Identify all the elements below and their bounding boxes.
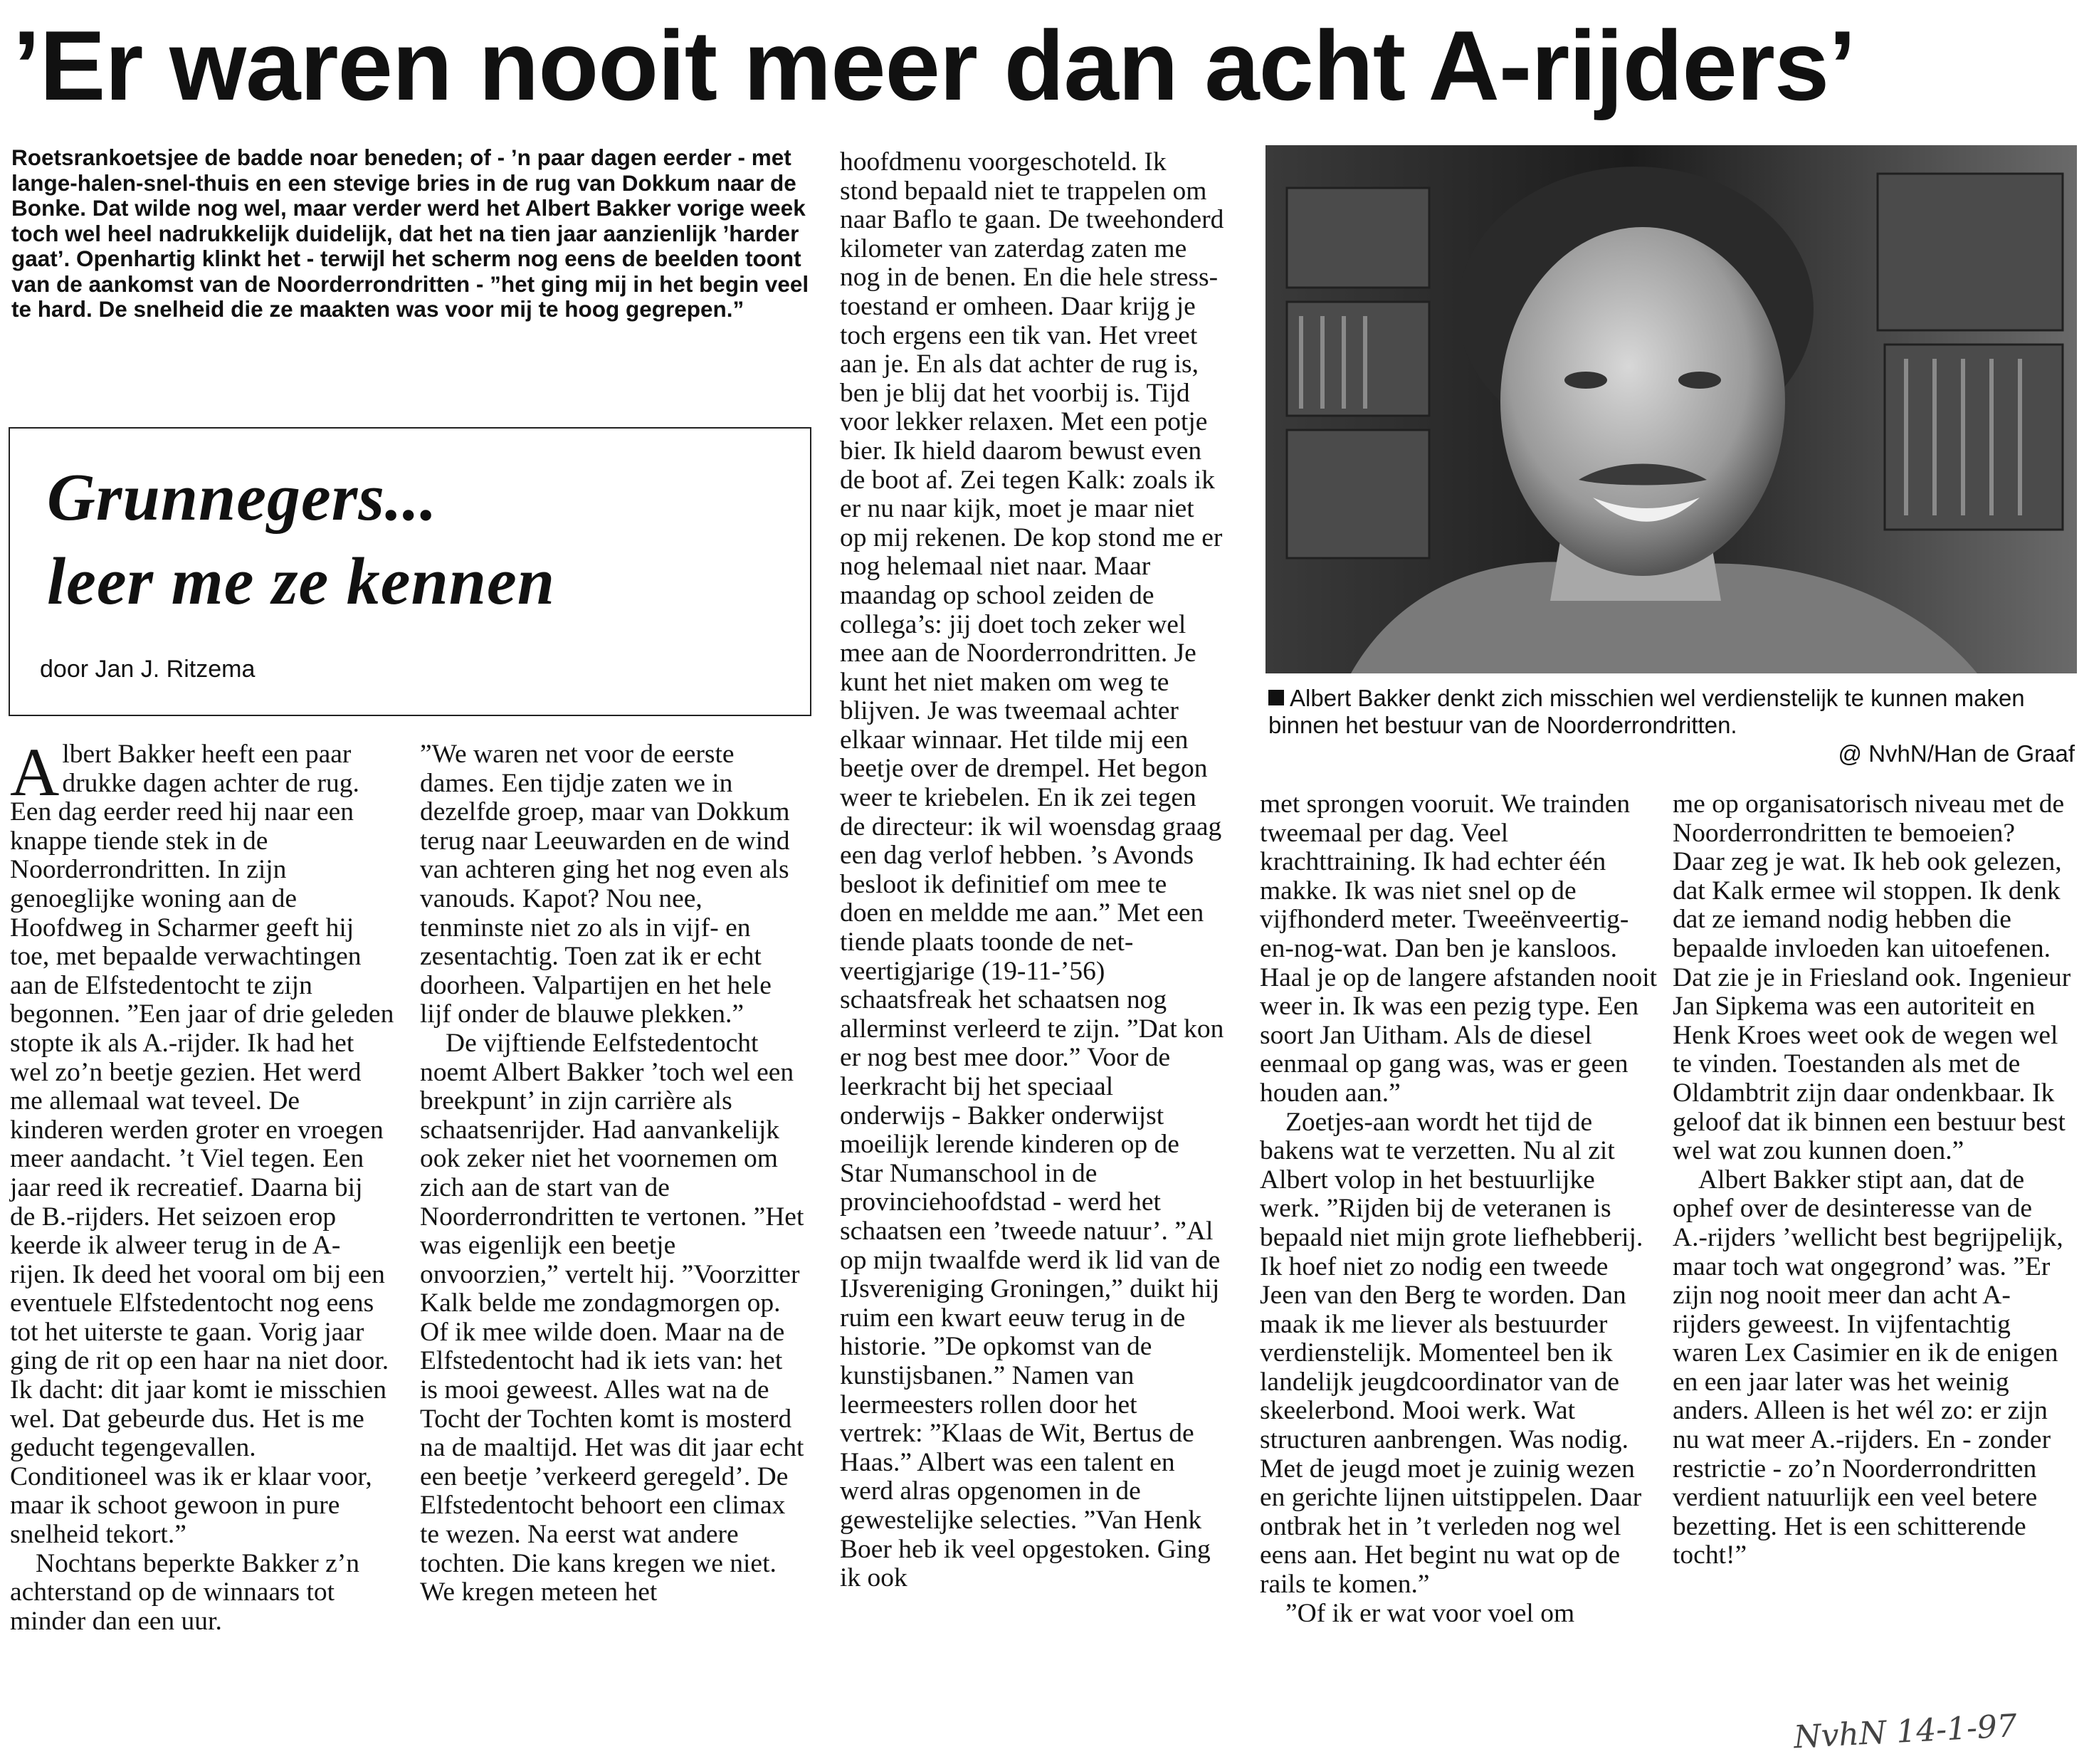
column-title-line-1: Grunnegers...: [47, 461, 438, 535]
portrait-image: [1265, 145, 2077, 673]
drop-cap: A: [10, 734, 60, 810]
intro-paragraph: Roetsrankoetsjee de badde noar beneden; of - ’n paar dagen eerder - met lange-halen-snel-thuis en een stevige bries in de rug van Dokkum naar de Bonke. Dat wilde nog wel, maar verder werd het Albert Bakker vorige week toch wel heel nadrukkelijk duidelijk, dat het na tien jaar aanzienlijk ’harder gaat’. Openhartig klinkt het - terwijl het scherm nog eens de beelden toont van de aankomst van de Noorderrondritten - ”het ging mij in het begin veel te hard. De snelheid die ze maakten was voor mij te hoog gegrepen.”: [11, 145, 809, 322]
handwriting-image: [1787, 1703, 2029, 1760]
article-column-4: [1260, 790, 1658, 1716]
column-header-box: [9, 427, 811, 716]
article-column-1: [10, 734, 394, 1716]
column-title-line-2: leer me ze kennen: [47, 545, 556, 619]
byline: door Jan J. Ritzema: [40, 656, 256, 683]
portrait-photo: [1265, 145, 2077, 673]
paragraph: Nochtans beperkte Bakker z’n achterstand op de winnaars tot minder dan een uur.: [10, 1548, 360, 1636]
paragraph-text: lbert Bakker heeft een paar drukke dagen achter de rug. Een dag eerder reed hij naar een knappe tiende stek in de Noorderrondritten. In zijn genoeglijke woning aan de Hoofdweg in Scharmer geeft hij toe, met bepaalde verwachtingen aan de Elfstedentocht te zijn begonnen. ”Een jaar of drie geleden stopte ik als A.-rijder. Ik had het wel zo’n beetje gezien. Het werd me allemaal wat teveel. De kinderen werden groter en vroegen meer aandacht. ’t Viel tegen. Een jaar reed ik recreatief. Daarna bij de B.-rijders. Het seizoen erop keerde ik alweer terug in de A-rijen. Ik deed het vooral om bij een eventuele Elfstedentocht nog eens tot het uiterste te gaan. Vorig jaar ging de rit op een haar na niet door. Ik dacht: dit jaar komt ie misschien wel. Dat gebeurde dus. Het is me geducht tegengevallen. Conditioneel was ik er klaar voor, maar ik schoot gewoon in pure snelheid tekort.”: [10, 740, 394, 1550]
handwritten-date-note: [1787, 1703, 2029, 1760]
column-title: [47, 456, 801, 624]
headline: ’Er waren nooit meer dan acht A-rijders’: [13, 11, 1856, 121]
article-column-5: [1673, 790, 2071, 1716]
caption-bullet-icon: [1268, 690, 1284, 705]
paragraph: ”We waren net voor de eerste dames. Een tijdje zaten we in dezelfde groep, maar van Dokkum terug naar Leeuwarden en de wind van achteren ging het nog even als vanouds. Kapot? Nou nee, tenminste niet zo als in vijf- en zesentachtig. Toen zat ik er echt doorheen. Valpartijen en het hele lijf onder de blauwe plekken.”: [420, 740, 790, 1029]
paragraph: ”Of ik er wat voor voel om: [1285, 1598, 1575, 1628]
photo-credit: @ NvhN/Han de Graaf: [1838, 740, 2075, 767]
paragraph: Albert Bakker stipt aan, dat de ophef over de desinteresse van de A.-rijders ’wellicht best begrijpelijk, maar toch wat ongegrond’ was. ”Er zijn nog nooit meer dan acht A-rijders geweest. In vijfentachtig waren Lex Casimier en ik de enigen en een jaar later was het weinig anders. Alleen is het wél zo: er zijn nu wat meer A.-rijders. En - zonder restrictie - zo’n Noorderrondritten verdient natuurlijk een veel betere bezetting. Het is een schitterende tocht!”: [1673, 1165, 2063, 1570]
paragraph: met sprongen vooruit. We trainden tweemaal per dag. Veel krachttraining. Ik had echter één makke. Ik was niet snel op de vijfhonderd meter. Tweeënveertig-en-nog-wat. Dan ben je kansloos. Haal je op de langere afstanden nooit weer in. Ik was een pezig type. Een soort Jan Uitham. Als de diesel eenmaal op gang was, was er geen houden aan.”: [1260, 789, 1658, 1108]
paragraph: hoofdmenu voorgeschoteld. Ik stond bepaald niet te trappelen om naar Baflo te gaan. De tweehonderd kilometer van zaterdag zaten me nog in de benen. En die hele stress-toestand er omheen. Daar krijg je toch ergens een tik van. Het vreet aan je. En als dat achter de rug is, ben je blij dat het voorbij is. Tijd voor lekker relaxen. Met een potje bier. Ik hield daarom bewust even de boot af. Zei tegen Kalk: zoals ik er nu naar kijk, moet je maar niet op mij rekenen. De kop stond me er nog helemaal niet naar. Maar maandag op school zeiden de collega’s: jij doet toch zeker wel mee aan de Noorderrondritten. Je kunt het niet maken om weg te blijven. Je was tweemaal achter elkaar winnaar. Het tilde mij een beetje over de drempel. Het begon weer te kriebelen. En ik zei tegen de directeur: ik wil woensdag graag een dag verlof hebben. ’s Avonds besloot ik definitief om mee te doen en meldde me aan.” Met een tiende plaats toonde de net-veertigjarige (19-11-’56) schaatsfreak het schaatsen nog allerminst verleerd te zijn. ”Dat kon er nog best mee door.” Voor de leerkracht bij het speciaal onderwijs - Bakker onderwijst moeilijk lerende kinderen op de Star Numanschool in de provinciehoofdstad - werd het schaatsen een ’tweede natuur’. ”Al op mijn twaalfde werd ik lid van de IJsvereniging Groningen,” duikt hij ruim een kwart eeuw terug in de historie. ”De opkomst van de kunstijsbanen.” Namen van leermeesters rollen door het vertrek: ”Klaas de Wit, Bertus de Haas.” Albert was een talent en werd alras opgenomen in de gewestelijke selecties. ”Van Henk Boer heb ik veel opgestoken. Ging ik ook: [840, 147, 1224, 1593]
paragraph: Zoetjes-aan wordt het tijd de bakens wat te verzetten. Nu al zit Albert volop in het bestuurlijke werk. ”Rijden bij de veteranen is bepaald niet mijn grote liefhebberij. Ik hoef niet zo nodig een tweede Jeen van den Berg te worden. Dan maak ik me liever als bestuurder verdienstelijk. Momenteel ben ik landelijk jeugdcoordinator van de skeelerbond. Mooi werk. Wat structuren aanbrengen. Was nodig. Met de jeugd moet je zuinig wezen en gerichte lijnen uitstippelen. Daar ontbrak het in ’t verleden nog wel eens aan. Het begint nu wat op de rails te komen.”: [1260, 1107, 1643, 1600]
paragraph: [10, 734, 394, 1550]
article-column-2: [420, 740, 804, 1716]
paragraph: me op organisatorisch niveau met de Noorderrondritten te bemoeien? Daar zeg je wat. Ik heb ook gelezen, dat Kalk ermee wil stoppen. Ik denk dat ze iemand nodig hebben die bepaalde invloeden kan uitoefenen. Dat zie je in Friesland ook. Ingenieur Jan Sipkema was een autoriteit en Henk Kroes weet ook de wegen wel te vinden. Toestanden als met de Oldambtrit zijn daar ondenkbaar. Ik geloof dat ik binnen een bestuur best wel wat zou kunnen doen.”: [1673, 789, 2071, 1166]
handwriting-text: NvhN 14-1-97: [1792, 1707, 2019, 1756]
article-column-3: [840, 148, 1224, 1714]
photo-caption: [1268, 685, 2077, 739]
photo-caption-text: Albert Bakker denkt zich misschien wel verdienstelijk te kunnen maken binnen het bestuur van de Noorderrondritten.: [1268, 685, 2025, 738]
paragraph: De vijftiende Eelfstedentocht noemt Albert Bakker ’toch wel een breekpunt’ in zijn carrière als schaatsenrijder. Had aanvankelijk ook zeker niet het voornemen om zich aan de start van de Noorderrondritten te vertonen. ”Het was eigenlijk een beetje onvoorzien,” vertelt hij. ”Voorzitter Kalk belde me zondagmorgen op. Of ik mee wilde doen. Maar na de Elfstedentocht had ik iets van: het is mooi geweest. Alles wat na de Tocht der Tochten komt is mosterd na de maaltijd. Het was dit jaar echt een beetje ’verkeerd geregeld’. De Elfstedentocht behoort een climax te wezen. Na eerst wat andere tochten. Die kans kregen we niet. We kregen meteen het: [420, 1028, 804, 1607]
